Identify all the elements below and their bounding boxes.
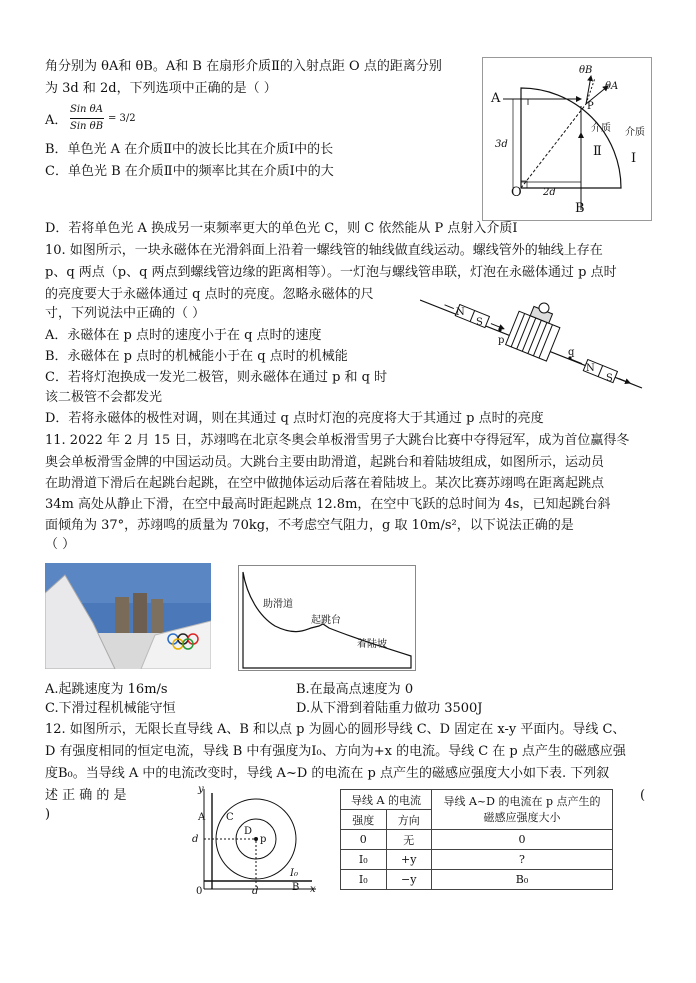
big-air-photo: [45, 563, 211, 669]
q12-subheader-strength: 强度: [341, 810, 387, 830]
q11-line-2: 奥会单板滑雪金牌的中国运动员。大跳台主要由助滑道，起跳台和着陆坡组成，如图所示，运动员: [45, 455, 605, 470]
q10-label-s1: S: [476, 317, 483, 328]
q10-option-a: A．永磁体在 p 点时的速度小于在 q 点时的速度: [45, 328, 322, 343]
q9-option-d: D．若将单色光 A 换成另一束频率更大的单色光 C，则 C 依然能从 P 点射入介质Ⅰ: [45, 221, 518, 236]
q12-subheader-direction: 方向: [386, 810, 432, 830]
q12-label-c: C: [226, 812, 234, 823]
q10-option-c-2: 该二极管不会都发光: [45, 390, 163, 405]
q12-header-current: 导线 A 的电流: [341, 790, 432, 810]
q10-line-2: p、q 两点（p、q 两点到螺线管边缘的距离相等）。一灯泡与螺线管串联，灯泡在永磁体通过 p 点时: [45, 265, 617, 280]
q10-line-1: 10. 如图所示，一块永磁体在光滑斜面上沿着一螺线管的轴线做直线运动。螺线管外的轴线上存在: [45, 243, 603, 258]
q11-line-3: 在助滑道下滑后在起跳台起跳，在空中做抛体运动后落在着陆坡上。某次比赛苏翊鸣在距离起跳点: [45, 476, 605, 491]
q12-table-wrap: [340, 789, 613, 890]
q12-header-field: [432, 790, 613, 830]
q11-option-c: C.下滑过程机械能守恒: [45, 701, 176, 716]
q12-line-2: D 有强度相同的恒定电流，导线 B 中有强度为I₀、方向为+x 的电流。导线 C 在 p 点产生的磁感应强: [45, 744, 626, 759]
q9-label-medium-2: 介质: [625, 127, 645, 138]
sector-outline: [521, 88, 621, 188]
q10-label-n2: N: [586, 363, 595, 374]
q10-label-n1: N: [456, 307, 465, 318]
table-cell: −y: [386, 870, 432, 890]
table-cell: +y: [386, 850, 432, 870]
q11-profile-figure: [238, 565, 416, 671]
q9-label-p: P: [587, 101, 594, 112]
q10-label-q: q: [568, 347, 575, 358]
table-row: [341, 830, 613, 850]
q9-label-theta-b: θB: [579, 65, 593, 76]
table-cell: I₀: [341, 850, 387, 870]
table-cell: 0: [432, 830, 613, 850]
q9-line-1: 角分别为 θA和 θB。A和 B 在扇形介质Ⅱ的入射点距 O 点的距离分别: [45, 59, 442, 74]
q9-label-a: A: [491, 91, 501, 106]
q12-line-1: 12. 如图所示，无限长直导线 A、B 和以点 p 为圆心的圆形导线 C、D 固定在 x-y 平面内。导线 C、: [45, 722, 626, 737]
q11-option-b: B.在最高点速度为 0: [296, 682, 414, 697]
q11-line-6: （ ）: [45, 537, 76, 552]
q12-line-4: 述 正 确 的 是: [45, 788, 127, 803]
q10-line-3: 的亮度要大于永磁体通过 q 点时的亮度。忽略永磁体的尺: [45, 287, 374, 302]
q12-data-table: [340, 789, 613, 890]
table-row: [341, 850, 613, 870]
table-cell: 无: [386, 830, 432, 850]
q11-label-jump: 起跳台: [311, 615, 341, 626]
q11-option-a: A.起跳速度为 16m/s: [45, 682, 168, 697]
q11-line-4: 34m 高处从静止下滑，在空中最高时距起跳点 12.8m，在空中飞跃的总时间为 4s，已知起跳台斜: [45, 497, 611, 512]
q12-line-3: 度B₀。当导线 A 中的电流改变时，导线 A~D 的电流在 p 点产生的磁感应强度大小如下表. 下列叙: [45, 766, 610, 781]
table-cell: B₀: [432, 870, 613, 890]
q11-label-land: 着陆坡: [357, 639, 387, 650]
q11-line-5: 面倾角为 37°，苏翊鸣的质量为 70kg，不考虑空气阻力，g 取 10m/s²，以下说法正确的是: [45, 518, 574, 533]
q9-option-a-numerator: Sin θA: [70, 104, 103, 115]
q12-label-b: B: [292, 882, 300, 893]
radius-op: [521, 104, 586, 188]
q9-option-c: C．单色光 B 在介质Ⅱ中的频率比其在介质Ⅰ中的大: [45, 164, 334, 179]
bulb-icon: [539, 303, 549, 313]
q11-label-slide: 助滑道: [263, 599, 293, 610]
q9-label-medium-ii: Ⅱ: [593, 144, 602, 159]
q10-option-b: B．永磁体在 p 点时的机械能小于在 q 点时的机械能: [45, 349, 348, 364]
q12-paren-close: ): [45, 807, 51, 822]
q9-label-3d: 3d: [495, 139, 508, 150]
q12-label-i0: I₀: [290, 868, 298, 879]
q10-label-p: p: [498, 335, 505, 346]
q12-label-origin: 0: [196, 886, 203, 897]
q10-option-c-1: C．若将灯泡换成一发光二极管，则永磁体在通过 p 和 q 时: [45, 370, 388, 385]
q9-option-a-denominator: Sin θB: [70, 121, 104, 132]
q10-option-d: D．若将永磁体的极性对调，则在其通过 q 点时灯泡的亮度将大于其通过 p 点时的亮度: [45, 411, 544, 426]
table-cell: 0: [341, 830, 387, 850]
q12-coordinate-figure: [190, 785, 320, 895]
q9-option-a-prefix: A．: [45, 113, 68, 128]
q10-figure: [420, 292, 648, 392]
table-cell: ?: [432, 850, 613, 870]
q10-label-s2: S: [606, 373, 613, 384]
q10-incline-diagram: [420, 292, 648, 392]
q9-label-2d: 2d: [543, 187, 556, 198]
q12-paren-open: (: [640, 788, 646, 803]
table-row: [341, 870, 613, 890]
q12-label-x: x: [310, 884, 316, 895]
q9-label-b: B: [575, 201, 585, 216]
q9-label-o: O: [511, 185, 522, 200]
q12-label-d-x: d: [252, 886, 259, 897]
q10-line-4: 寸，下列说法中正确的（ ）: [45, 306, 206, 321]
q12-header-field-line1: 导线 A~D 的电流在 p 点产生的: [443, 794, 601, 808]
q9-line-2: 为 3d 和 2d，下列选项中正确的是（ ）: [45, 81, 277, 96]
wire-layout-diagram: [190, 785, 320, 895]
q9-label-medium-i: Ⅰ: [631, 151, 637, 166]
q12-label-d-y: d: [192, 834, 199, 845]
q12-header-field-line2: 磁感应强度大小: [483, 810, 561, 824]
q12-label-d: D: [244, 826, 253, 837]
q9-label-theta-a: θA: [605, 81, 619, 92]
q12-label-y: y: [198, 784, 204, 795]
q11-line-1: 11. 2022 年 2 月 15 日，苏翊鸣在北京冬奥会单板滑雪男子大跳台比赛中夺得冠军，成为首位赢得冬: [45, 433, 630, 448]
q9-option-b: B．单色光 A 在介质Ⅱ中的波长比其在介质Ⅰ中的长: [45, 142, 334, 157]
q9-figure-frame: [482, 57, 652, 221]
q9-label-medium: 介质: [591, 123, 611, 134]
table-cell: I₀: [341, 870, 387, 890]
q11-option-d: D.从下滑到着陆重力做功 3500J: [296, 701, 483, 716]
q9-option-a-value: = 3/2: [108, 113, 136, 124]
q12-label-a: A: [198, 812, 206, 823]
q12-label-p: p: [260, 834, 267, 845]
